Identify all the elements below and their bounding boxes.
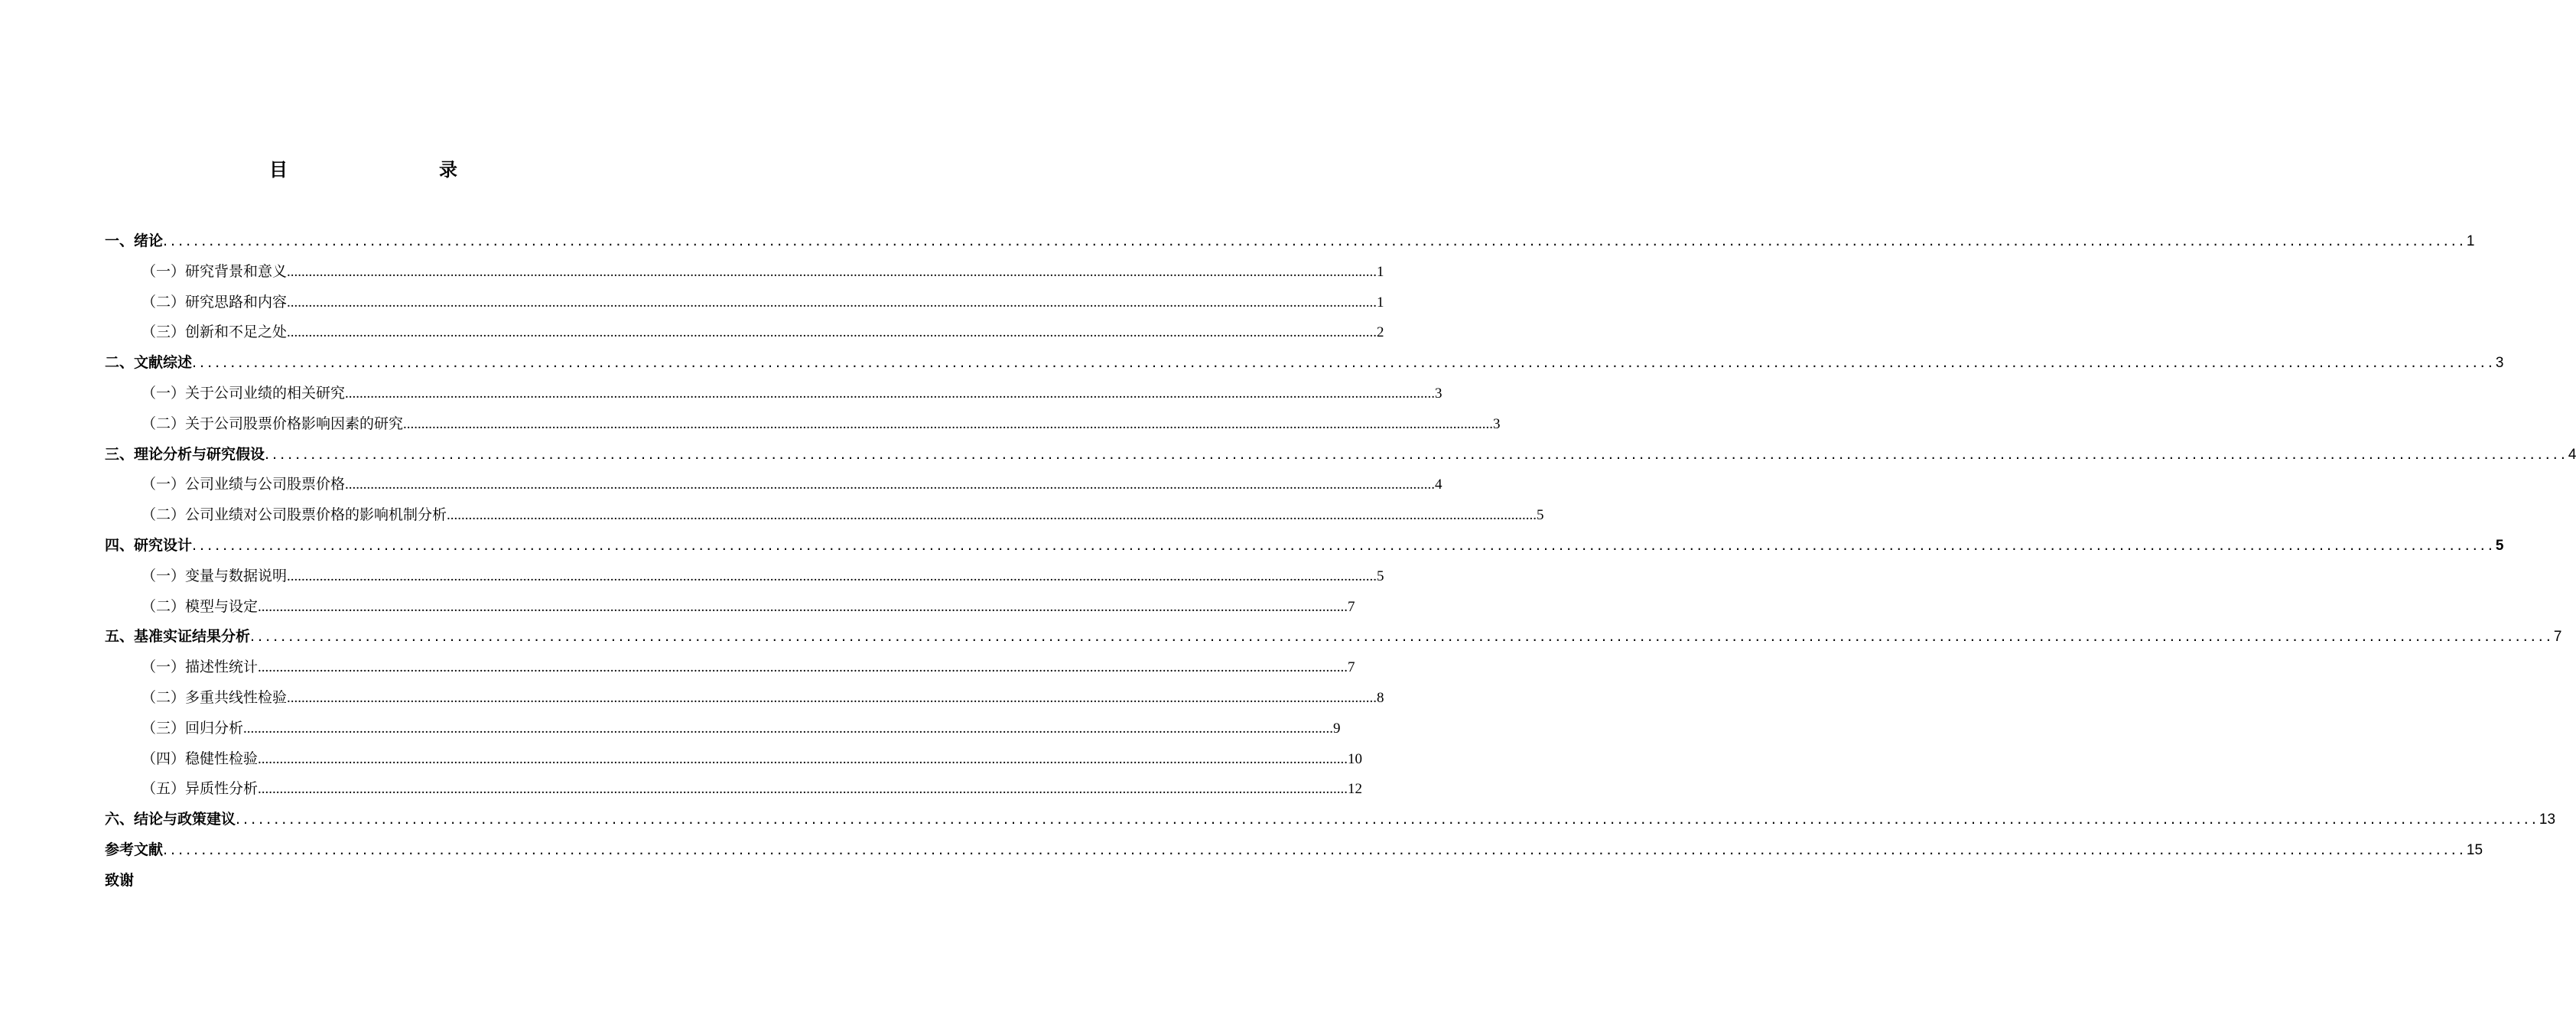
toc-page-number: 10 [1348, 750, 1363, 767]
dot-leader: ............................................................................................................................................................................................................................................................................................................ [403, 415, 1494, 432]
dot-leader: ............................................................................................................................................................................................................................................................................................................ [287, 689, 1377, 706]
toc-entry-label: （一）描述性统计 [141, 659, 259, 676]
dot-leader: ............................................................................................................................................................................................................................................................................................................ [250, 628, 2554, 646]
dot-leader: ............................................................................................................................................................................................................................................................................................................ [287, 294, 1377, 311]
toc-entry-label: （三）创新和不足之处 [141, 324, 288, 341]
dot-leader: ............................................................................................................................................................................................................................................................................................................ [345, 385, 1436, 402]
toc-page-number: 5 [1377, 568, 1384, 584]
dot-leader: ............................................................................................................................................................................................................................................................................................................ [236, 811, 2539, 828]
toc-entry-label: 三、理论分析与研究假设 [105, 445, 265, 463]
toc-entry[interactable] [105, 744, 1363, 775]
toc-entry[interactable] [105, 774, 1363, 805]
toc-entry[interactable] [105, 440, 2576, 470]
dot-leader: ............................................................................................................................................................................................................................................................................................................ [287, 324, 1377, 341]
toc-entry-label: （二）研究思路和内容 [141, 293, 288, 311]
toc-entry-label: （二）多重共线性检验 [141, 688, 288, 706]
toc-entry[interactable] [105, 835, 2483, 866]
dot-leader: ............................................................................................................................................................................................................................................................................................................ [163, 233, 2467, 249]
toc-entry-label: （一）关于公司业绩的相关研究 [141, 384, 346, 402]
toc-entry[interactable] [105, 592, 1355, 623]
dot-leader: ............................................................................................................................................................................................................................................................................................................ [192, 536, 2496, 554]
toc-entry-label: （一）公司业绩与公司股票价格 [141, 476, 346, 493]
toc-entry[interactable] [105, 561, 1384, 592]
toc-page-number: 8 [1377, 689, 1384, 706]
toc-entry[interactable] [105, 652, 1355, 683]
toc-page-number: 3 [2495, 355, 2504, 372]
dot-leader: ............................................................................................................................................................................................................................................................................................................ [243, 720, 1334, 737]
dot-leader: ............................................................................................................................................................................................................................................................................................................ [345, 477, 1436, 493]
dot-leader: ............................................................................................................................................................................................................................................................................................................ [258, 598, 1348, 615]
dot-leader: ............................................................................................................................................................................................................................................................................................................ [163, 841, 2467, 858]
toc-entry[interactable] [105, 622, 2562, 652]
toc-entry[interactable] [105, 470, 1442, 500]
toc-page-number: 15 [2466, 841, 2483, 858]
toc-page-number: 3 [1435, 385, 1442, 402]
toc-entry[interactable] [105, 805, 2556, 835]
toc-entry-label: （一）变量与数据说明 [141, 567, 288, 584]
toc-entry[interactable] [105, 409, 1501, 440]
toc-page-number: 5 [1537, 507, 1544, 524]
dot-leader: ............................................................................................................................................................................................................................................................................................................ [287, 568, 1377, 584]
dot-leader: ............................................................................................................................................................................................................................................................................................................ [258, 750, 1348, 767]
toc-page-number: 1 [2466, 233, 2475, 249]
toc-page-number: 1 [1377, 294, 1384, 311]
toc-entry[interactable] [105, 317, 1384, 348]
toc-page-number: 1 [1377, 263, 1384, 280]
dot-leader: ............................................................................................................................................................................................................................................................................................................ [287, 263, 1377, 280]
toc-entry-label: 四、研究设计 [105, 536, 193, 554]
toc-entry[interactable] [105, 257, 1384, 288]
toc-page-number: 13 [2539, 812, 2556, 828]
dot-leader: ............................................................................................................................................................................................................................................................................................................ [258, 659, 1348, 676]
toc-entry-label: 六、结论与政策建议 [105, 811, 236, 828]
toc-entry[interactable] [105, 500, 1544, 531]
toc-page-number: 7 [1348, 598, 1355, 615]
toc-entry-label: 一、绪论 [105, 233, 164, 249]
page-title: 目 录 [269, 159, 496, 181]
toc-page-number: 7 [2553, 629, 2562, 646]
toc-entry-label: （四）稳健性检验 [141, 750, 259, 767]
table-of-contents [105, 226, 2576, 896]
toc-page-number: 9 [1333, 720, 1341, 737]
toc-page-number: 4 [1435, 477, 1442, 493]
dot-leader: ............................................................................................................................................................................................................................................................................................................ [447, 507, 1537, 524]
toc-page-number: 12 [1348, 781, 1363, 798]
dot-leader: ............................................................................................................................................................................................................................................................................................................ [192, 354, 2496, 372]
toc-page-number: 7 [1348, 659, 1355, 676]
toc-entry-label: （五）异质性分析 [141, 780, 259, 798]
dot-leader: ............................................................................................................................................................................................................................................................................................................ [258, 781, 1348, 798]
toc-entry[interactable] [105, 379, 1442, 409]
toc-entry-label: （三）回归分析 [141, 719, 244, 737]
toc-entry-label: （一）研究背景和意义 [141, 262, 288, 280]
toc-entry[interactable] [105, 288, 1384, 318]
toc-page-number: 4 [2568, 446, 2576, 463]
toc-entry-label: （二）模型与设定 [141, 597, 259, 615]
toc-entry[interactable] [105, 683, 1384, 714]
toc-entry-label: （二）关于公司股票价格影响因素的研究 [141, 415, 404, 432]
toc-entry-label: 致谢 [105, 871, 135, 889]
toc-entry[interactable] [105, 226, 2475, 257]
toc-entry-label: 参考文献 [105, 841, 164, 858]
toc-entry[interactable] [105, 714, 1341, 744]
dot-leader: ............................................................................................................................................................................................................................................................................................................ [265, 445, 2568, 463]
toc-page-number: 5 [2495, 537, 2504, 554]
toc-page-number: 3 [1493, 415, 1501, 432]
toc-page-number: 2 [1377, 324, 1384, 341]
toc-entry-label: 五、基准实证结果分析 [105, 628, 251, 646]
toc-entry[interactable] [105, 531, 2504, 561]
toc-entry[interactable] [105, 348, 2504, 379]
toc-entry-label: 二、文献综述 [105, 354, 193, 372]
toc-entry[interactable] [105, 866, 650, 896]
toc-entry-label: （二）公司业绩对公司股票价格的影响机制分析 [141, 506, 447, 524]
